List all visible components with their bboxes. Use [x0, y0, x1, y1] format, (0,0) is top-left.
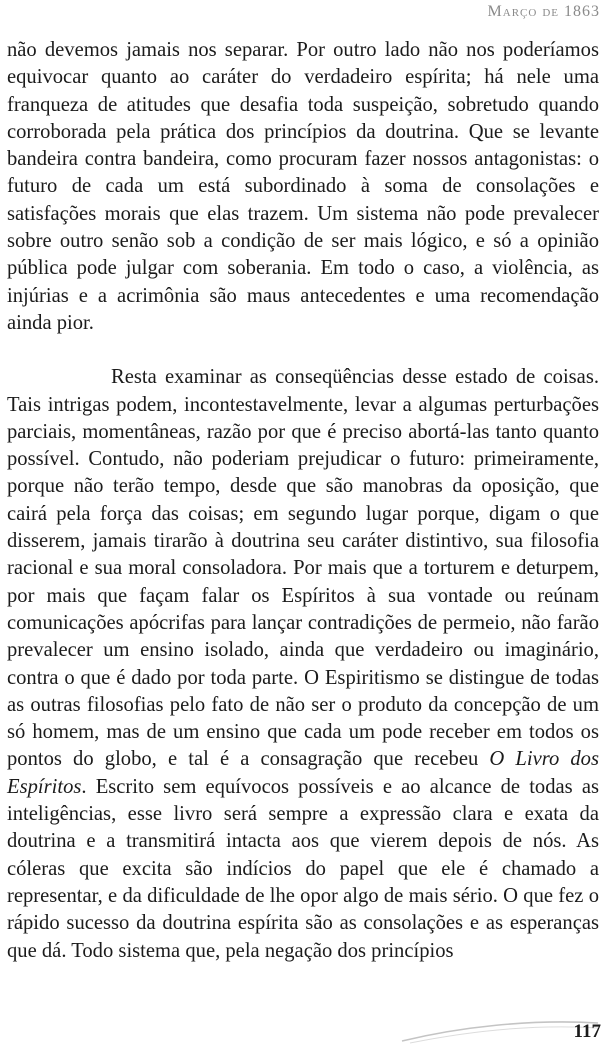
paragraph-2: [7, 364, 599, 965]
page-number: 117: [573, 1021, 601, 1042]
page-body: [7, 37, 599, 965]
paragraph-1: não devemos jamais nos separar. Por outro lado não nos poderíamos equivocar quanto ao caráter do verdadeiro espírita; há nele uma franqueza de atitudes que desafia toda suspeição, sobretudo quando corroborada pela prática dos princípios da doutrina. Que se levante bandeira contra bandeira, como procuram fazer nossos antagonistas: o futuro de cada um está subordinado à soma de consolações e satisfações morais que elas trazem. Um sistema não pode prevalecer sobre outro senão sob a condição de ser mais lógico, e só a opinião pública pode julgar com soberania. Em todo o caso, a violência, as injúrias e a acrimônia são maus antecedentes e uma recomendação ainda pior.: [7, 39, 599, 334]
book-title: O Livro dos Espíritos: [7, 748, 599, 798]
paragraph-2-text-b: . Escrito sem equívocos possíveis e ao alcance de todas as inteligências, esse livro será sempre a expressão clara e exata da doutrina e a transmitirá intacta aos que vierem depois de nós. As cóleras que excita são indícios do papel que ele é chamado a representar, e da dificuldade de lhe opor algo de mais sério. O que fez o rápido sucesso da doutrina espírita são as consolações e as esperanças que dá. Todo sistema que, pela negação dos princípios: [7, 775, 599, 962]
page-number-swoosh: [400, 1011, 600, 1045]
paragraph-2-text-a: Resta examinar as conseqüências desse estado de coisas. Tais intrigas podem, incontestavelmente, levar a algumas perturbações parciais, momentâneas, razão por que é preciso abortá-las tanto quanto possível. Contudo, não poderiam prejudicar o futuro: primeiramente, porque não terão tempo, desde que são manobras da oposição, que cairá pela força das coisas; em segundo lugar porque, digam o que disserem, jamais tirarão à doutrina seu caráter distintivo, sua filosofia racional e sua moral consoladora. Por mais que a torturem e deturpem, por mais que façam falar os Espíritos à sua vontade ou reúnam comunicações apócrifas para lançar contradições de permeio, não farão prevalecer um ensino isolado, ainda que verdadeiro ou imaginário, contra o que é dado por toda parte. O Espiritismo se distingue de todas as outras filosofias pelo fato de não ser o produto da concepção de um só homem, mas de um ensino que cada um pode receber em todos os pontos do globo, e tal é a consagração que recebeu: [7, 366, 599, 771]
running-header: Março de 1863: [487, 3, 600, 20]
